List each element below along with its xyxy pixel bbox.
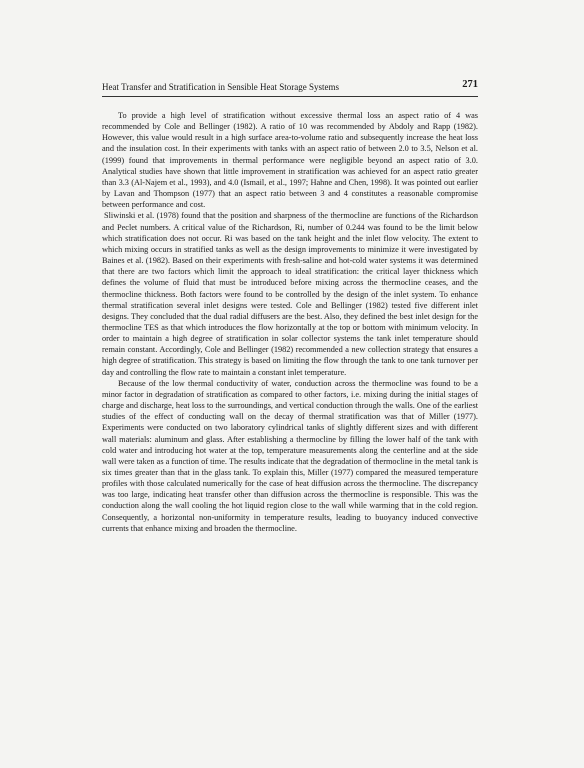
- header-rule: [102, 96, 478, 97]
- paragraph-conduction: Because of the low thermal conductivity of water, conduction across the thermocline was found to be a minor factor in degradation of stratification as compared to other factors, i.e. mixing during the initial stages of charge and discharge, heat loss to the surroundings, and vertical conduction through the walls. One of the earliest studies of the effect of conducting wall on the decay of thermal stratification was that of Miller (1977). Experiments were conducted on two laboratory cylindrical tanks of slightly different sizes and with different wall materials: aluminum and glass. After establishing a thermocline by filling the lower half of the tank with cold water and introducing hot water at the top, temperature measurements along the centerline and at the side wall were taken as a function of time. The results indicate that the degradation of thermocline in the metal tank is six times greater than that in the glass tank. To explain this, Miller (1977) compared the measured temperature profiles with those calculated numerically for the case of heat diffusion across the thermocline. The discrepancy was too large, indicating heat transfer other than diffusion across the thermocline is responsible. This was the conduction along the wall cooling the hot liquid region close to the wall while warming that in the cold region. Consequently, a horizontal non-uniformity in temperature results, leading to buoyancy induced convective currents that enhance mixing and broaden the thermocline.: [102, 378, 478, 533]
- running-title: Heat Transfer and Stratification in Sensible Heat Storage Systems: [102, 82, 339, 92]
- running-header: [102, 81, 478, 95]
- body-text: [102, 110, 478, 534]
- paragraph-richardson: Sliwinski et al. (1978) found that the position and sharpness of the thermocline are functions of the Richardson and Peclet numbers. A critical value of the Richardson, Ri, number of 0.244 was found to be the limit below which stratification does not occur. Ri was based on the tank height and the inlet flow velocity. The extent to which mixing occurs in stratified tanks as well as the design improvements to minimize it were investigated by Baines et al. (1982). Based on their experiments with fresh-saline and hot-cold water systems it was determined that there are two factors which limit the approach to ideal stratification: the critical layer thickness which defines the volume of fluid that must be introduced before mixing across the thermocline ceases, and the thermocline thickness. Both factors were found to be controlled by the design of the inlet system. To enhance thermal stratification several inlet designs were tested. Cole and Bellinger (1982) tested five different inlet designs. They concluded that the dual radial diffusers are the best. Also, they defined the best inlet design for the thermocline TES as that which introduces the flow horizontally at the top or bottom with minimum velocity. In order to maintain a high degree of stratification in solar collector systems the tank inlet temperature should remain constant. Accordingly, Cole and Bellinger (1982) recommended a new collection strategy that ensures a high degree of stratification. This strategy is based on limiting the flow through the tank to one tank turnover per day and controlling the flow rate to maintain a constant inlet temperature.: [102, 211, 478, 377]
- paragraph-aspect-ratio: To provide a high level of stratification without excessive thermal loss an aspect ratio of 4 was recommended by Cole and Bellinger (1982). A ratio of 10 was recommended by Abdoly and Rapp (1982). However, this value would result in a high surface area-to-volume ratio and subsequently increase the heat loss and the insulation cost. In their experiments with tanks with an aspect ratio of between 2.0 to 3.5, Nelson et al. (1999) found that improvements in thermal performance were negligible beyond an aspect ratio of 3.0. Analytical studies have shown that little improvement in stratification was achieved for an aspect ratio greater than 3.3 (Al-Najem et al., 1993), and 4.0 (Ismail, et al., 1997; Hahne and Chen, 1998). It was pointed out earlier by Lavan and Thompson (1977) that an aspect ratio between 3 and 4 constitutes a reasonable compromise between performance and cost.: [102, 111, 478, 210]
- page-number: 271: [462, 79, 478, 90]
